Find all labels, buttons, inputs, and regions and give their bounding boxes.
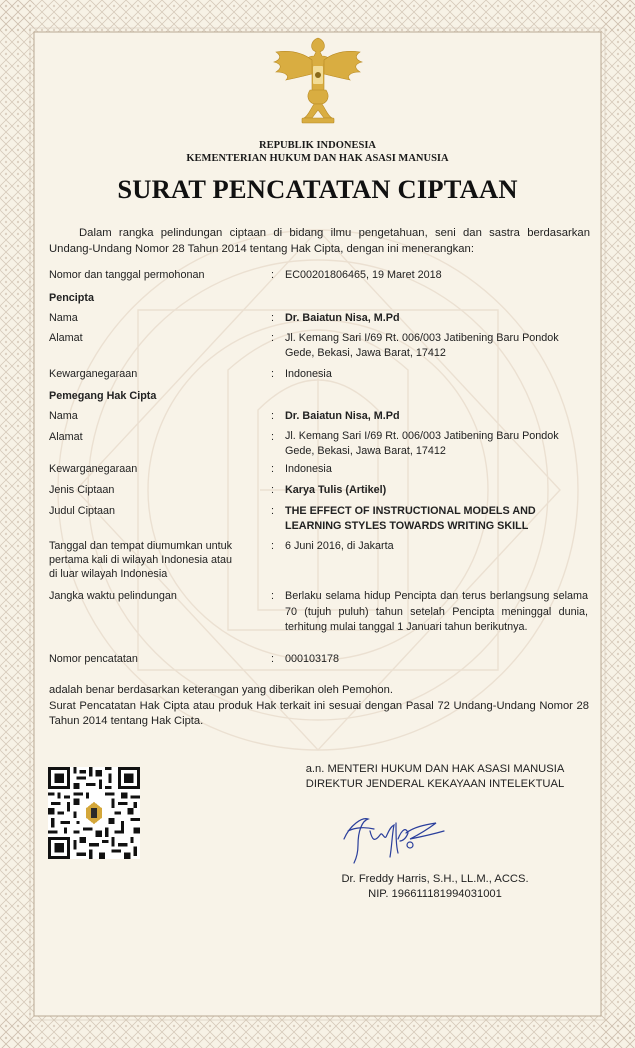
header-ministry: KEMENTERIAN HUKUM DAN HAK ASASI MANUSIA [186, 153, 449, 164]
closing-line1: adalah benar berdasarkan keterangan yang diberikan oleh Pemohon. [49, 684, 393, 696]
signatory-nip: NIP. 196611181994031001 [368, 888, 502, 900]
colon: : [271, 540, 274, 552]
application-label: Nomor dan tanggal permohonan [49, 269, 205, 281]
holder-heading: Pemegang Hak Cipta [49, 390, 157, 402]
creator-address-label: Alamat [49, 332, 83, 344]
work-term: Berlaku selama hidup Pencipta dan terus berlangsung selama 70 (tujuh puluh) tahun setelah Pencipta meninggal dunia, terhitung mulai tanggal 1 Januari tahun berikutnya. [285, 590, 588, 633]
holder-name: Dr. Baiatun Nisa, M.Pd [285, 410, 400, 422]
published-label-line2: pertama kali di wilayah Indonesia atau [49, 554, 233, 566]
colon: : [271, 463, 274, 475]
intro-text: Dalam rangka pelindungan ciptaan di bidang ilmu pengetahuan, seni dan sastra berdasarkan Undang-Undang Nomor 28 Tahun 2014 tentang Hak Cipta, dengan ini menerangkan: [49, 227, 590, 255]
application-value: EC00201806465, 19 Maret 2018 [285, 269, 442, 281]
intro-paragraph [49, 225, 590, 257]
holder-citizenship-label: Kewarganegaraan [49, 463, 138, 475]
colon: : [271, 410, 274, 422]
signature-image [340, 805, 450, 865]
work-type: Karya Tulis (Artikel) [285, 484, 387, 496]
term-label: Jangka waktu pelindungan [49, 590, 177, 602]
creator-citizenship: Indonesia [285, 368, 332, 380]
colon: : [271, 431, 274, 443]
record-label: Nomor pencatatan [49, 653, 138, 665]
work-published: 6 Juni 2016, di Jakarta [285, 540, 394, 552]
signatory-name-block [290, 872, 580, 902]
signatory-position: DIREKTUR JENDERAL KEKAYAAN INTELEKTUAL [305, 778, 565, 790]
signatory-on-behalf: a.n. MENTERI HUKUM DAN HAK ASASI MANUSIA [305, 763, 565, 775]
creator-name: Dr. Baiatun Nisa, M.Pd [285, 312, 400, 324]
holder-address-line2: Gede, Bekasi, Jawa Barat, 17412 [285, 445, 446, 457]
garuda-emblem-icon [268, 30, 368, 130]
qr-code-icon [48, 767, 140, 859]
holder-citizenship: Indonesia [285, 463, 332, 475]
signatory-block [290, 762, 580, 792]
published-label-line1: Tanggal dan tempat diumumkan untuk [49, 540, 233, 552]
colon: : [271, 653, 274, 665]
creator-address-line2: Gede, Bekasi, Jawa Barat, 17412 [285, 347, 446, 359]
colon: : [271, 368, 274, 380]
work-type-label: Jenis Ciptaan [49, 484, 115, 496]
colon: : [271, 332, 274, 344]
record-number: 000103178 [285, 653, 340, 665]
creator-name-label: Nama [49, 312, 78, 324]
holder-address-label: Alamat [49, 431, 83, 443]
closing-paragraph [49, 683, 589, 730]
holder-name-label: Nama [49, 410, 78, 422]
colon: : [271, 590, 274, 602]
creator-address-line1: Jl. Kemang Sari I/69 Rt. 006/003 Jatibening Baru Pondok [285, 332, 559, 344]
creator-citizenship-label: Kewarganegaraan [49, 368, 138, 380]
published-label-line3: di luar wilayah Indonesia [49, 568, 168, 580]
colon: : [271, 484, 274, 496]
colon: : [271, 269, 274, 281]
page-title: SURAT PENCATATAN CIPTAAN [117, 174, 518, 204]
header-country: REPUBLIK INDONESIA [259, 140, 376, 151]
work-title-line2: LEARNING STYLES TOWARDS WRITING SKILL [285, 520, 529, 532]
work-title-line1: THE EFFECT OF INSTRUCTIONAL MODELS AND [285, 505, 536, 517]
colon: : [271, 505, 274, 517]
work-title-label: Judul Ciptaan [49, 505, 116, 517]
closing-line2: Surat Pencatatan Hak Cipta atau produk Hak terkait ini sesuai dengan Pasal 72 Undang-Undang Nomor 28 Tahun 2014 tentang Hak Cipta. [49, 699, 589, 727]
holder-address-line1: Jl. Kemang Sari I/69 Rt. 006/003 Jatibening Baru Pondok [285, 430, 559, 442]
signatory-name: Dr. Freddy Harris, S.H., LL.M., ACCS. [341, 873, 529, 885]
creator-heading: Pencipta [49, 292, 95, 304]
colon: : [271, 312, 274, 324]
